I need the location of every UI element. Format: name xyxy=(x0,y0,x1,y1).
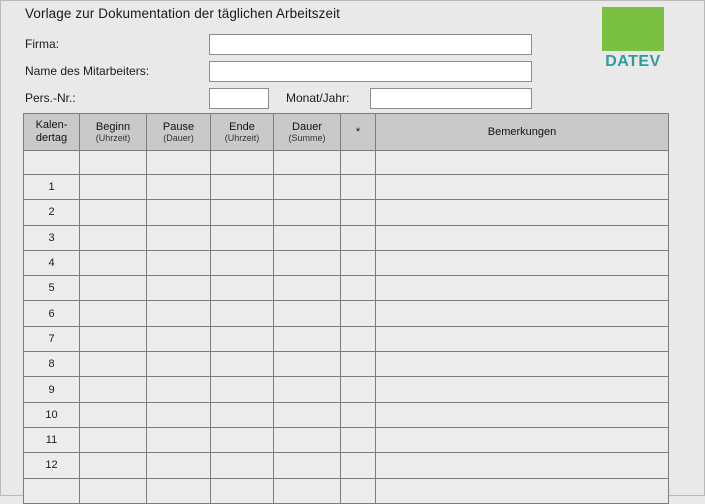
page-title: Vorlage zur Dokumentation der täglichen Arbeitszeit xyxy=(25,6,341,21)
cell-beginn[interactable] xyxy=(80,175,147,200)
cell-pause[interactable] xyxy=(147,301,211,326)
logo-wordmark: DATEV xyxy=(605,53,661,70)
cell-kalendertag: 3 xyxy=(24,225,80,250)
cell-dauer[interactable] xyxy=(274,225,341,250)
cell-dauer[interactable] xyxy=(274,326,341,351)
cell-pause[interactable] xyxy=(147,200,211,225)
cell-bemerkungen[interactable] xyxy=(376,326,669,351)
cell-bemerkungen[interactable] xyxy=(376,453,669,478)
cell-bemerkungen[interactable] xyxy=(376,200,669,225)
cell-beginn[interactable] xyxy=(80,478,147,503)
cell-dauer[interactable] xyxy=(274,200,341,225)
worktime-table xyxy=(23,113,669,504)
cell-beginn[interactable] xyxy=(80,352,147,377)
cell-ende[interactable] xyxy=(211,427,274,452)
cell-ende[interactable] xyxy=(211,175,274,200)
cell-dauer[interactable] xyxy=(274,175,341,200)
table-row xyxy=(24,352,669,377)
cell-ende[interactable] xyxy=(211,453,274,478)
cell-dauer[interactable] xyxy=(274,453,341,478)
cell-kalendertag: 6 xyxy=(24,301,80,326)
input-monat-jahr[interactable] xyxy=(370,88,532,109)
cell-asterisk[interactable] xyxy=(341,352,376,377)
table-row xyxy=(24,250,669,275)
cell-pause[interactable] xyxy=(147,175,211,200)
cell-kalendertag: 7 xyxy=(24,326,80,351)
cell-asterisk[interactable] xyxy=(341,377,376,402)
cell-beginn[interactable] xyxy=(80,250,147,275)
cell-ende[interactable] xyxy=(211,402,274,427)
cell-pause[interactable] xyxy=(147,402,211,427)
cell-ende[interactable] xyxy=(211,225,274,250)
table-row xyxy=(24,225,669,250)
cell-kalendertag: 5 xyxy=(24,276,80,301)
cell-bemerkungen[interactable] xyxy=(376,225,669,250)
cell-ende[interactable] xyxy=(211,276,274,301)
cell-bemerkungen[interactable] xyxy=(376,427,669,452)
table-header-ende: Ende (Uhrzeit) xyxy=(211,114,274,151)
table-row xyxy=(24,276,669,301)
table-row xyxy=(24,402,669,427)
table-row xyxy=(24,377,669,402)
cell-kalendertag: 9 xyxy=(24,377,80,402)
cell-asterisk[interactable] xyxy=(341,175,376,200)
label-monat-jahr: Monat/Jahr: xyxy=(286,91,350,105)
table-header-asterisk: * xyxy=(341,114,376,151)
cell-pause[interactable] xyxy=(147,377,211,402)
logo-square-icon xyxy=(602,7,664,51)
cell-ende[interactable] xyxy=(211,377,274,402)
cell-bemerkungen[interactable] xyxy=(376,301,669,326)
cell-beginn[interactable] xyxy=(80,377,147,402)
cell-asterisk[interactable] xyxy=(341,326,376,351)
cell-asterisk[interactable] xyxy=(341,301,376,326)
cell-asterisk[interactable] xyxy=(341,402,376,427)
label-firma: Firma: xyxy=(25,37,59,51)
cell-ende[interactable] xyxy=(211,478,274,503)
cell-bemerkungen[interactable] xyxy=(376,352,669,377)
cell-pause[interactable] xyxy=(147,151,211,175)
cell-asterisk[interactable] xyxy=(341,427,376,452)
cell-asterisk[interactable] xyxy=(341,250,376,275)
table-row xyxy=(24,453,669,478)
cell-bemerkungen[interactable] xyxy=(376,175,669,200)
cell-asterisk[interactable] xyxy=(341,225,376,250)
cell-pause[interactable] xyxy=(147,427,211,452)
cell-dauer[interactable] xyxy=(274,427,341,452)
table-row xyxy=(24,478,669,503)
cell-kalendertag: 8 xyxy=(24,352,80,377)
table-header-beginn: Beginn (Uhrzeit) xyxy=(80,114,147,151)
cell-beginn[interactable] xyxy=(80,402,147,427)
table-row xyxy=(24,326,669,351)
cell-beginn[interactable] xyxy=(80,200,147,225)
cell-asterisk[interactable] xyxy=(341,276,376,301)
table-row xyxy=(24,427,669,452)
cell-bemerkungen[interactable] xyxy=(376,276,669,301)
table-row xyxy=(24,175,669,200)
cell-asterisk[interactable] xyxy=(341,478,376,503)
table-header-kalendertag: Kalen- dertag xyxy=(24,114,80,151)
cell-dauer[interactable] xyxy=(274,478,341,503)
input-name-mitarbeiter[interactable] xyxy=(209,61,532,82)
label-pers-nr: Pers.-Nr.: xyxy=(25,91,76,105)
cell-beginn[interactable] xyxy=(80,225,147,250)
cell-beginn[interactable] xyxy=(80,301,147,326)
cell-kalendertag: 2 xyxy=(24,200,80,225)
cell-pause[interactable] xyxy=(147,352,211,377)
cell-dauer[interactable] xyxy=(274,377,341,402)
cell-kalendertag: 12 xyxy=(24,453,80,478)
cell-ende[interactable] xyxy=(211,352,274,377)
cell-beginn[interactable] xyxy=(80,276,147,301)
cell-beginn[interactable] xyxy=(80,151,147,175)
cell-ende[interactable] xyxy=(211,326,274,351)
cell-dauer[interactable] xyxy=(274,402,341,427)
cell-pause[interactable] xyxy=(147,276,211,301)
cell-kalendertag: 10 xyxy=(24,402,80,427)
input-pers-nr[interactable] xyxy=(209,88,269,109)
cell-pause[interactable] xyxy=(147,478,211,503)
label-name-mitarbeiter: Name des Mitarbeiters: xyxy=(25,64,150,78)
cell-kalendertag xyxy=(24,151,80,175)
cell-bemerkungen[interactable] xyxy=(376,151,669,175)
cell-pause[interactable] xyxy=(147,225,211,250)
cell-bemerkungen[interactable] xyxy=(376,478,669,503)
table-body xyxy=(24,151,669,504)
table-header-dauer: Dauer (Summe) xyxy=(274,114,341,151)
cell-kalendertag xyxy=(24,478,80,503)
cell-bemerkungen[interactable] xyxy=(376,250,669,275)
table-header-row xyxy=(24,114,669,151)
table-header-bemerkungen: Bemerkungen xyxy=(376,114,669,151)
cell-asterisk[interactable] xyxy=(341,200,376,225)
cell-ende[interactable] xyxy=(211,250,274,275)
cell-asterisk[interactable] xyxy=(341,151,376,175)
cell-dauer[interactable] xyxy=(274,352,341,377)
cell-kalendertag: 4 xyxy=(24,250,80,275)
table-row xyxy=(24,200,669,225)
cell-dauer[interactable] xyxy=(274,151,341,175)
cell-pause[interactable] xyxy=(147,326,211,351)
cell-dauer[interactable] xyxy=(274,301,341,326)
cell-bemerkungen[interactable] xyxy=(376,377,669,402)
cell-dauer[interactable] xyxy=(274,276,341,301)
table-row xyxy=(24,301,669,326)
cell-beginn[interactable] xyxy=(80,453,147,478)
cell-bemerkungen[interactable] xyxy=(376,402,669,427)
cell-beginn[interactable] xyxy=(80,326,147,351)
table-header-pause: Pause (Dauer) xyxy=(147,114,211,151)
cell-ende[interactable] xyxy=(211,151,274,175)
cell-dauer[interactable] xyxy=(274,250,341,275)
cell-pause[interactable] xyxy=(147,453,211,478)
cell-kalendertag: 11 xyxy=(24,427,80,452)
cell-kalendertag: 1 xyxy=(24,175,80,200)
table-header xyxy=(24,114,669,151)
cell-ende[interactable] xyxy=(211,301,274,326)
cell-asterisk[interactable] xyxy=(341,453,376,478)
table-row xyxy=(24,151,669,175)
datev-logo xyxy=(602,7,664,79)
cell-ende[interactable] xyxy=(211,200,274,225)
cell-pause[interactable] xyxy=(147,250,211,275)
cell-beginn[interactable] xyxy=(80,427,147,452)
input-firma[interactable] xyxy=(209,34,532,55)
